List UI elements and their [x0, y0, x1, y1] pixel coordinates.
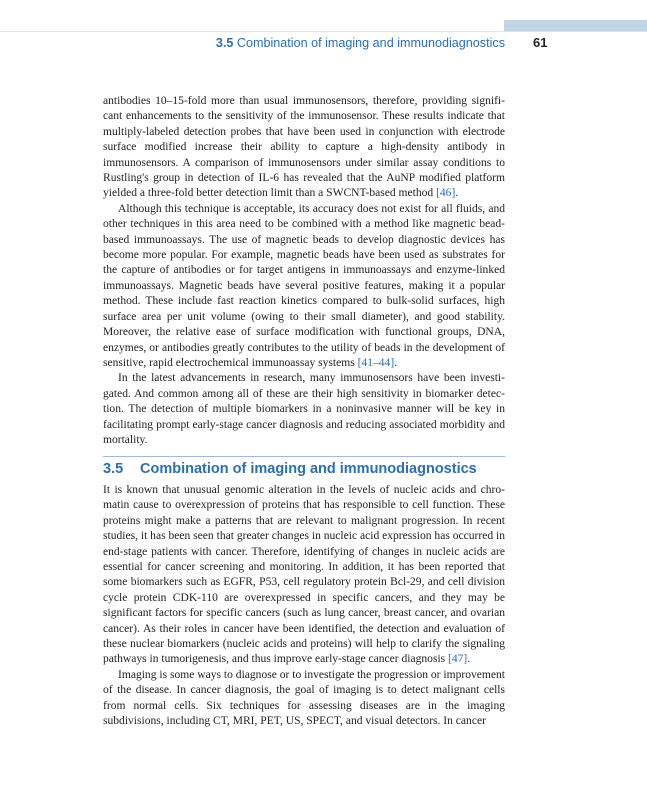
- running-head-title: Combination of imaging and immunodiagnostics: [236, 36, 505, 50]
- paragraph: [103, 668, 505, 730]
- citation-link[interactable]: [41–44]: [357, 356, 395, 369]
- paragraph-text: Although this technique is acceptable, its accuracy does not exist for all fluids, and other techniques in this area need to be combined with a method like magnetic bead-based immunoassays. The use of magnetic beads to develop diagnostic devices has become more popular. For example, magnetic beads have been used as substrates for the capture of antibodies or for target antigens in immunoassays and enzyme-linked immunoassays. Magnetic beads have several positive features, making it a popular method. These include fast reaction kinetics compared to bulk-solid surfaces, high surface area per unit volume (owing to their small diameter), and good stability. Moreover, the relative ease of surface modification with functional groups, DNA, enzymes, or antibodies greatly contributes to the utility of beads in the development of sensitive, rapid electrochemical immunoassay systems: [103, 202, 505, 369]
- paragraph-end: .: [455, 187, 459, 200]
- paragraph-text: It is known that unusual genomic alteration in the levels of nucleic acids and chromatin cause to overexpression of proteins that has responsible to cell function. These proteins might make a patterns that are relevant to malignant progression. In recent studies, it has been seen that greater changes in nucleic acid expression has occurred in end-stage patients with cancer. Therefore, identifying of changes in nucleic acids are essential for cancer screening and monitoring. In addition, it has been reported that some biomarkers such as EGFR, P53, cell regulatory protein Bcl-29, and cell division cycle protein CDK-110 are overexpressed in specific cancers, and they may be significant factors for specific cancers (such as lung cancer, breast cancer, and ovarian cancer). As their roles in cancer have been identified, the detection and evaluation of these nuclear biomarkers (nucleic acids and proteins) will help to clarify the signaling pathways in tumorigenesis, and thus improve early-stage cancer diagnosis: [103, 484, 505, 666]
- body-text-top: [103, 94, 505, 448]
- paragraph: [103, 94, 505, 202]
- paragraph: [103, 371, 505, 448]
- paragraph-text: antibodies 10–15-fold more than usual immunosensors, therefore, providing significant enhancements to the sensitivity of the immunosensor. These results indicate that multiply-labeled detection probes that have been used in conjunction with electrode surface modified increase their ability to capture a high-density antibody in immunosensors. A comparison of immunosensors under similar assay conditions to Rustling's group in detection of IL-6 has revealed that the AuNP modified platform yielded a three-fold better detection limit than a SWCNT-based method: [103, 95, 505, 200]
- paragraph: [103, 483, 505, 668]
- header-rule: [0, 31, 647, 32]
- citation-link[interactable]: [47]: [448, 653, 468, 666]
- section-rule: [103, 456, 505, 457]
- body-text-bottom: [103, 483, 505, 730]
- paragraph-end: .: [467, 653, 471, 666]
- paragraph-text: In the latest advancements in research, many immunosensors have been investigated. And common among all of these are their high sensitivity in biomarker detection. The detection of multiple biomarkers in a noninvasive manner will be key in facilitating prompt early-stage cancer diagnosis and reducing associated morbidity and mortality.: [103, 372, 505, 446]
- section-heading: [103, 461, 477, 477]
- paragraph-text: Imaging is some ways to diagnose or to investigate the progression or improvement of the disease. In cancer diagnosis, the goal of imaging is to detect malignant cells from normal cells. Six techniques for assessing diseases are in the imaging subdivisions, including CT, MRI, PET, US, SPECT, and visual detectors. In cancer: [103, 668, 505, 728]
- section-number: 3.5: [103, 461, 124, 477]
- paragraph: [103, 202, 505, 371]
- citation-link[interactable]: [46]: [436, 187, 456, 200]
- page-number: 61: [533, 35, 548, 50]
- section-title: Combination of imaging and immunodiagnostics: [140, 461, 477, 477]
- running-head: [216, 36, 505, 50]
- paragraph-end: .: [394, 356, 398, 369]
- running-head-section-number: 3.5: [215, 36, 234, 50]
